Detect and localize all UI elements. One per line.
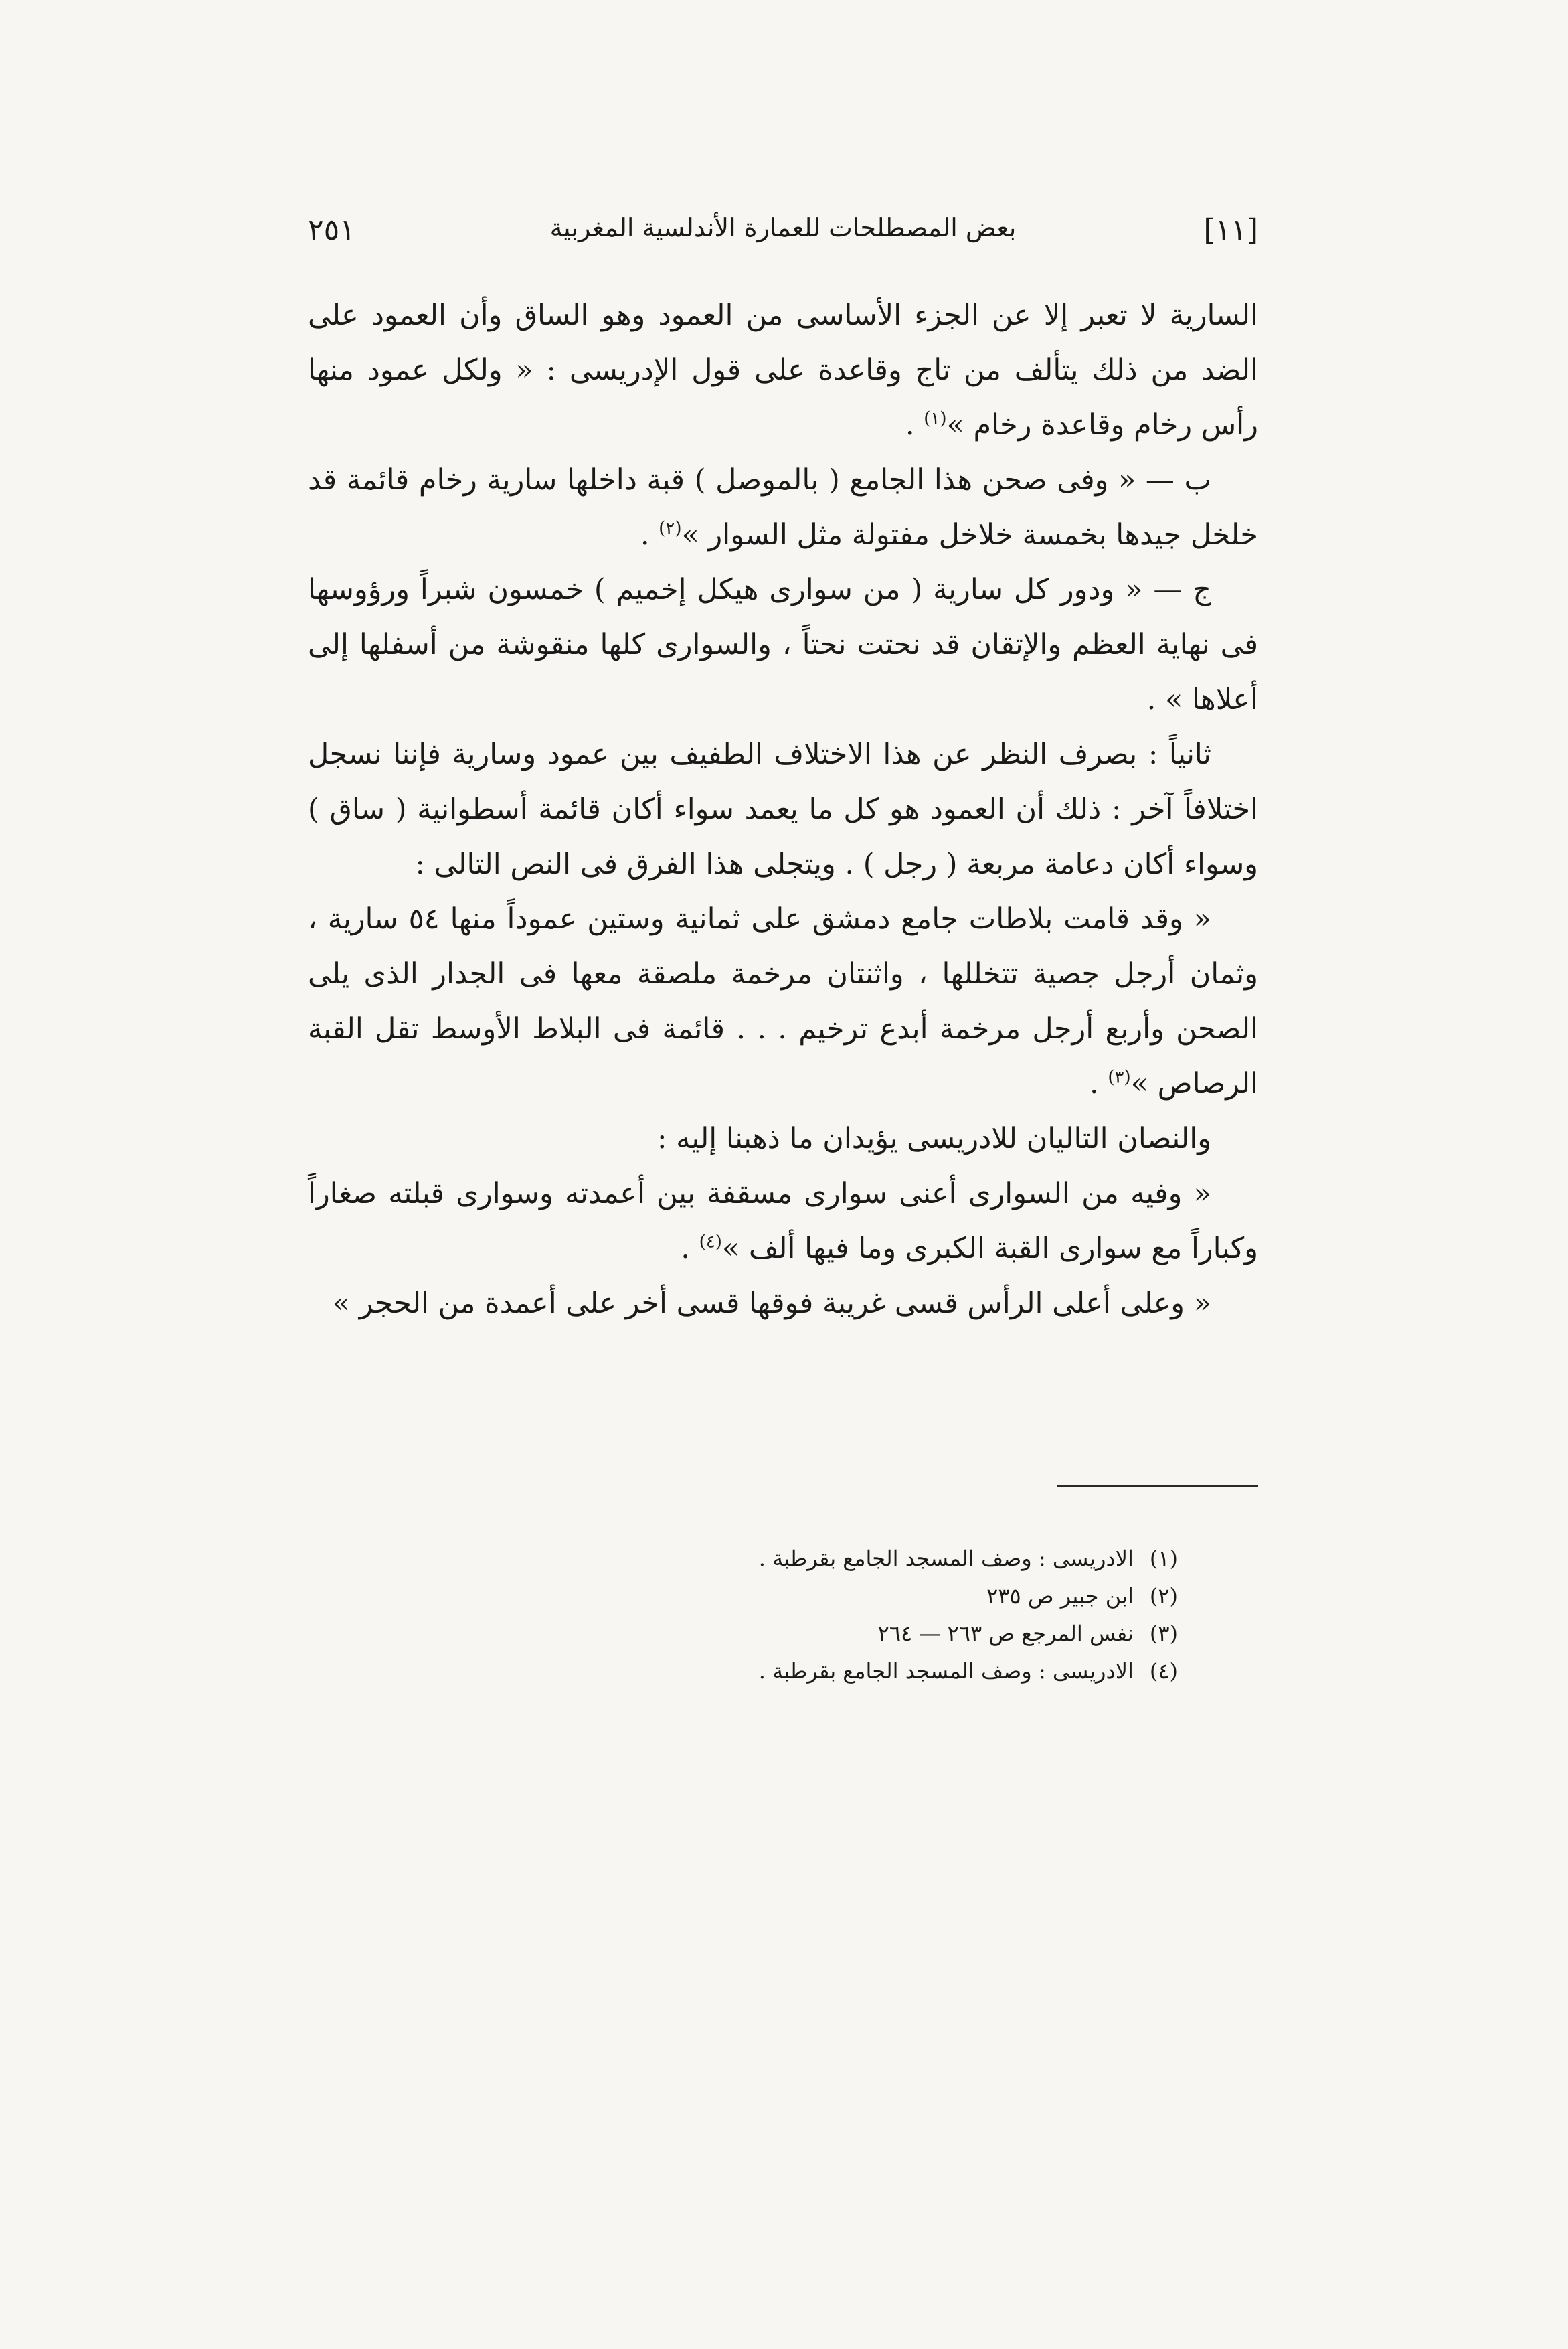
paragraph: السارية لا تعبر إلا عن الجزء الأساسى من العمود وهو الساق وأن العمود على الضد من ذلك يتألف من تاج وقاعدة على قول الإدريسى : « ولكل عمود منها رأس رخام وقاعدة رخام »$^{(١)}$ . [308,299,1258,442]
footnote: (١)الادريسى : وصف المسجد الجامع بقرطبة . [308,1540,1178,1577]
footnote-number: (١) [1149,1546,1178,1571]
page-header [308,213,1258,253]
footnote-divider [1057,1485,1258,1487]
paragraph: والنصان التاليان للادريسى يؤيدان ما ذهبنا إليه : [657,1122,1211,1155]
quotation: « وفيه من السوارى أعنى سوارى مسقفة بين أعمدته وسوارى قبلته صغاراً وكباراً مع سوارى القبة الكبرى وما فيها ألف »$^{(٤)}$ . [308,1177,1258,1265]
footnote-ref: (٣) [1108,1067,1131,1088]
footnote: (٣)نفس المرجع ص ٢٦٣ — ٢٦٤ [308,1615,1178,1652]
footnote-ref: (٤) [699,1232,722,1252]
paragraph: ب — « وفى صحن هذا الجامع ( بالموصل ) قبة داخلها سارية رخام قائمة قد خلخل جيدها بخمسة خلاخل مفتولة مثل السوار »$^{(٢)}$ . [308,463,1258,552]
footnote-ref: (١) [924,408,947,429]
footnote: (٢)ابن جبير ص ٢٣٥ [308,1577,1178,1615]
quotation: « وقد قامت بلاطات جامع دمشق على ثمانية وستين عموداً منها ٥٤ سارية ، وثمان أرجل جصية تتخللها ، واثنتان مرخمة ملصقة معها فى الجدار الذى يلى الصحن وأربع أرجل مرخمة أبدع ترخيم . . . قائمة فى البلاط الأوسط تقل القبة الرصاص »$^{(٣)}$ . [308,902,1258,1101]
footnote-number: (٢) [1149,1583,1178,1609]
quotation: « وعلى أعلى الرأس قسى غريبة فوقها قسى أخر على أعمدة من الحجر » [332,1287,1211,1320]
paragraph: ج — « ودور كل سارية ( من سوارى هيكل إخميم ) خمسون شبراً ورؤوسها فى نهاية العظم والإتقان قد نحتت نحتاً ، والسوارى كلها منقوشة من أسفلها إلى أعلاها » . [308,573,1258,716]
body-text [308,288,1258,1331]
footnote-ref: (٢) [659,518,682,539]
section-number: [١١] [1203,213,1258,247]
footnotes [308,1540,1178,1690]
running-title: بعض المصطلحات للعمارة الأندلسية المغربية [549,213,1017,242]
footnote-number: (٣) [1149,1621,1178,1646]
paragraph: ثانياً : بصرف النظر عن هذا الاختلاف الطفيف بين عمود وسارية فإننا نسجل اختلافاً آخر : ذلك أن العمود هو كل ما يعمد سواء أكان قائمة أسطوانية ( ساق ) وسواء أكان دعامة مربعة ( رجل ) . ويتجلى هذا الفرق فى النص التالى : [308,738,1258,881]
footnote-number: (٤) [1149,1658,1178,1684]
page-number: ٢٥١ [308,213,355,247]
footnote: (٤)الادريسى : وصف المسجد الجامع بقرطبة . [308,1652,1178,1690]
